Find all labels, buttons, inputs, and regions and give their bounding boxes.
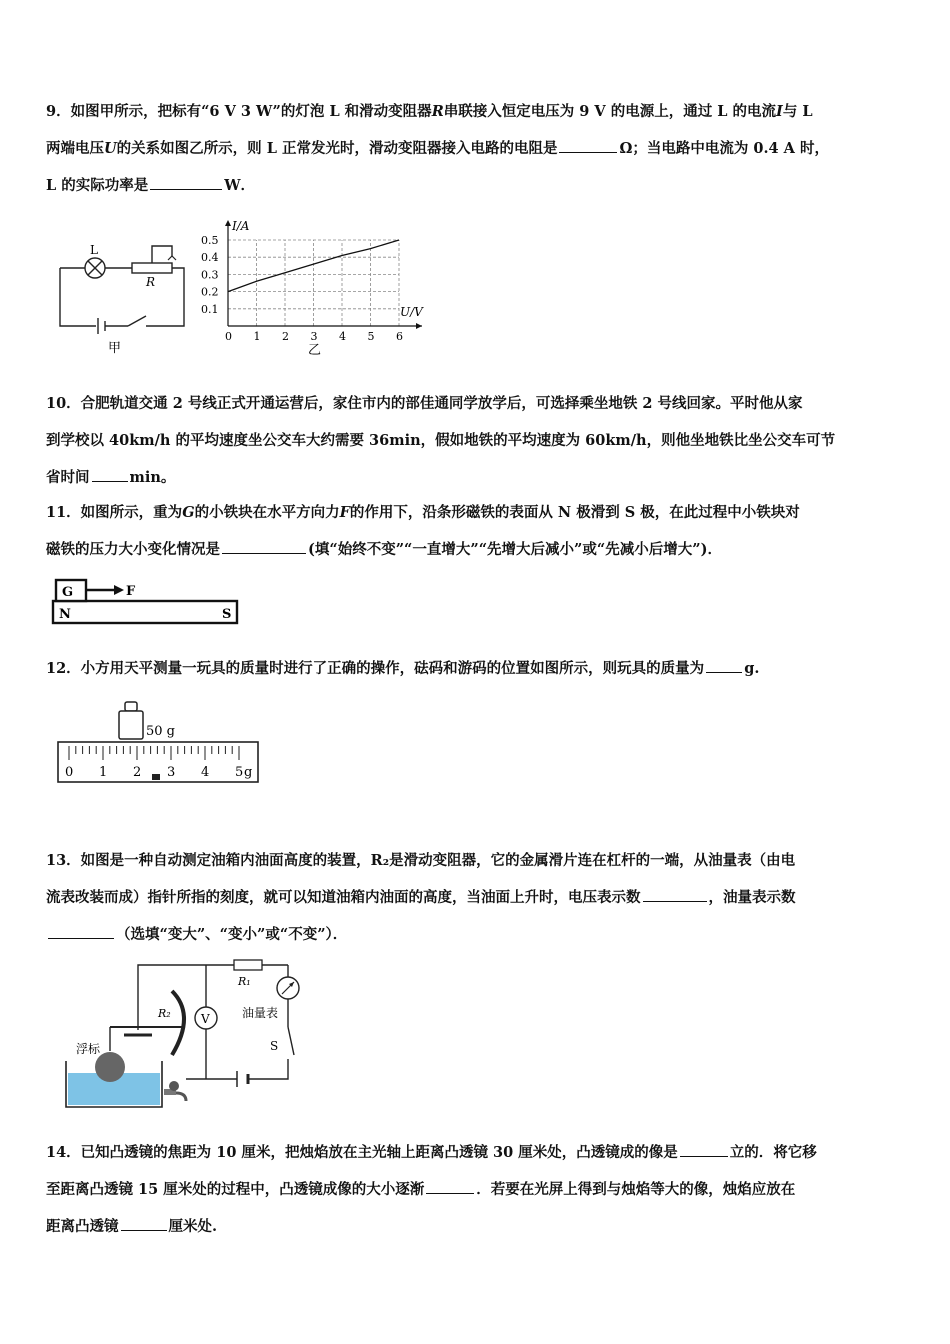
q10-line-2: 到学校以 40km/h 的平均速度坐公交车大约需要 36min，假如地铁的平均速度为 60km/h，则他坐地铁比坐公交车可节 — [46, 432, 836, 449]
q10-line-1: 10．合肥轨道交通 2 号线正式开通运营后，家住市内的部佳通同学放学后，可选择乘坐地铁 2 号线回家。平时他从家 — [46, 395, 803, 412]
weight-icon — [119, 702, 143, 739]
x-tick-label: 6 — [396, 330, 403, 343]
n-pole-label: N — [59, 607, 71, 622]
y-tick-label: 0.5 — [201, 234, 219, 247]
rheostat-icon — [132, 263, 172, 273]
scale-label: 0 — [65, 765, 74, 780]
y-tick-label: 0.1 — [201, 302, 219, 316]
question-13 — [46, 842, 908, 953]
question-14 — [46, 1134, 908, 1245]
answer-blank[interactable] — [92, 465, 128, 482]
iu-graph-yi — [200, 218, 440, 360]
voltmeter-label: V — [201, 1012, 210, 1026]
var-i: I — [776, 103, 783, 120]
x-tick-label: 2 — [282, 330, 289, 343]
y-axis-label: I/A — [232, 219, 250, 233]
q14-line-3: 距离凸透镜 厘米处. — [46, 1208, 908, 1245]
answer-blank[interactable] — [643, 885, 707, 902]
x-tick-label: 0 — [225, 330, 232, 343]
q9-line-3: L 的实际功率是 W． — [46, 167, 908, 204]
q9-line-1: 9．如图甲所示，把标有“6 V 3 W”的灯泡 L 和滑动变阻器R串联接入恒定电压为 9 V 的电源上，通过 L 的电流I与 L — [46, 103, 813, 120]
var-r: R — [431, 103, 444, 120]
q12-line-1: 12．小方用天平测量一玩具的质量时进行了正确的操作，砝码和游码的位置如图所示，则玩具的质量为 g. — [46, 650, 908, 687]
force-arrow-icon — [114, 585, 124, 595]
answer-blank[interactable] — [121, 1214, 167, 1231]
var-f: F — [339, 504, 350, 521]
answer-blank[interactable] — [426, 1177, 474, 1194]
x-axis-arrow-icon — [416, 323, 422, 329]
s-pole-label: S — [222, 607, 232, 622]
q9-line-2: 两端电压U的关系如图乙所示，则 L 正常发光时，滑动变阻器接入电路的电阻是 Ω；当电路中电流为 0.4 A 时， — [46, 130, 908, 167]
x-axis-label: U/V — [400, 305, 423, 319]
question-12 — [46, 650, 908, 687]
figure-caption-yi: 乙 — [308, 343, 322, 358]
answer-blank[interactable] — [222, 537, 306, 554]
bar-magnet — [53, 601, 237, 623]
rheostat-label: R — [146, 275, 156, 289]
q10-line-3: 省时间 min。 — [46, 459, 908, 496]
answer-blank[interactable] — [559, 136, 617, 153]
y-tick-label: 0.4 — [201, 251, 219, 265]
faucet-icon — [164, 1081, 186, 1101]
scale-unit: g — [244, 765, 253, 780]
x-tick-label: 5 — [367, 330, 375, 343]
balance-scale-diagram — [55, 696, 265, 788]
y-tick-label: 0.3 — [201, 268, 219, 282]
resistor-r1 — [234, 960, 262, 970]
x-tick-label: 3 — [310, 330, 318, 343]
scale-label: 4 — [201, 765, 210, 780]
scale-label: 5 — [235, 765, 244, 780]
q11-line-1: 11．如图所示，重为G的小铁块在水平方向力F的作用下，沿条形磁铁的表面从 N 极滑到 S 极，在此过程中小铁块对 — [46, 504, 800, 521]
scale-label: 1 — [99, 765, 108, 780]
magnet-diagram — [50, 575, 242, 629]
float-icon — [95, 1052, 125, 1082]
q13-line-1: 13．如图是一种自动测定油箱内油面高度的装置，R₂是滑动变阻器，它的金属滑片连在杠杆的一端，从油量表（由电 — [46, 852, 796, 869]
var-u: U — [104, 140, 117, 157]
question-9 — [46, 93, 908, 204]
oil-gauge-label: 油量表 — [242, 1006, 279, 1020]
lamp-label: L — [90, 243, 98, 257]
q14-line-1: 14．已知凸透镜的焦距为 10 厘米，把烛焰放在主光轴上距离凸透镜 30 厘米处，凸透镜成的像是 立的．将它移 — [46, 1134, 908, 1171]
r1-label: R₁ — [238, 975, 251, 988]
question-10 — [46, 385, 908, 496]
scale-label: 2 — [133, 765, 142, 780]
answer-blank[interactable] — [150, 173, 222, 190]
scale-label: 3 — [167, 765, 176, 780]
float-label: 浮标 — [76, 1042, 101, 1056]
y-axis-arrow-icon — [225, 220, 231, 226]
rider-slider[interactable] — [152, 774, 160, 780]
q14-line-2: 至距离凸透镜 15 厘米处的过程中，凸透镜成像的大小逐渐 ．若要在光屏上得到与烛焰等大的像，烛焰应放在 — [46, 1171, 908, 1208]
figure-caption-jia: 甲 — [108, 341, 122, 356]
answer-blank[interactable] — [706, 656, 742, 673]
circuit-diagram-jia — [50, 240, 190, 360]
question-11 — [46, 494, 908, 568]
var-g: G — [182, 504, 195, 521]
block-label: G — [62, 585, 74, 600]
switch-label: S — [270, 1039, 279, 1053]
answer-blank[interactable] — [48, 922, 114, 939]
weight-label: 50 g — [146, 724, 175, 739]
q13-line-2: 流表改装而成）指针所指的刻度，就可以知道油箱内油面的高度，当油面上升时，电压表示数 ，油量表示数 — [46, 879, 908, 916]
q11-line-2: 磁铁的压力大小变化情况是 (填“始终不变”“一直增大”“先增大后减小”或“先减小后增大”)． — [46, 531, 908, 568]
switch-icon — [128, 316, 146, 326]
oil-tank-circuit — [60, 955, 310, 1115]
x-tick-label: 4 — [339, 330, 346, 343]
force-label: F — [126, 584, 136, 599]
y-tick-label: 0.2 — [201, 285, 219, 299]
x-tick-label: 1 — [253, 330, 261, 343]
r2-label: R₂ — [158, 1007, 171, 1020]
q13-line-3: （选填“变大”、“变小”或“不变”）． — [46, 916, 908, 953]
answer-blank[interactable] — [680, 1140, 728, 1157]
